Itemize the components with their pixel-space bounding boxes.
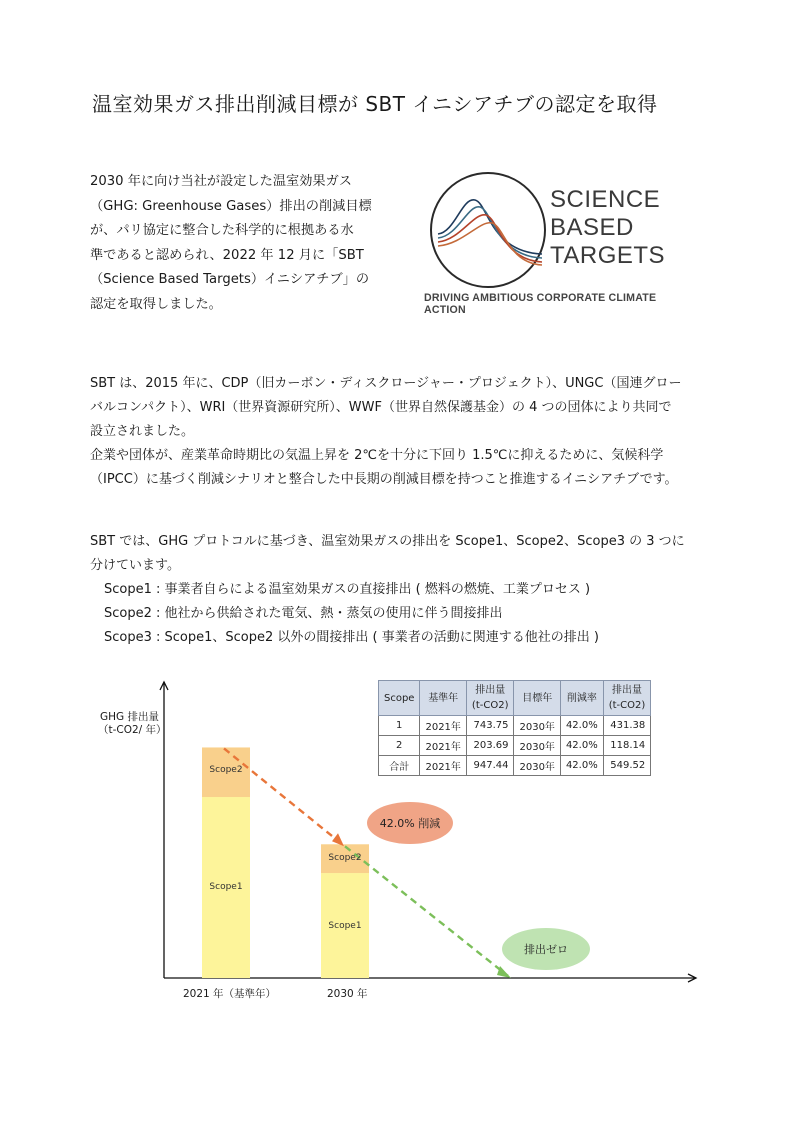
header-target-emissions bbox=[603, 681, 651, 716]
paragraph-line: （IPCC）に基づく削減シナリオと整合した中長期の削減目標を持つこと推進するイニシアチブです。 bbox=[90, 472, 678, 487]
cell-reduction-rate: 42.0% bbox=[560, 716, 603, 736]
header-text: 基準年 bbox=[428, 692, 459, 704]
header-scope bbox=[379, 681, 420, 716]
intro-line: （GHG: Greenhouse Gases）排出の削減目標 bbox=[90, 198, 372, 214]
header-text: 排出量 bbox=[612, 685, 642, 696]
paragraph-line: 企業や団体が、産業革命時期比の気温上昇を 2℃を十分に下回り 1.5℃に抑えるために、気候科学 bbox=[90, 448, 664, 463]
cell-base-year: 2021年 bbox=[420, 756, 466, 776]
cell-target-year: 2030年 bbox=[514, 756, 560, 776]
header-text: 排出量 bbox=[475, 685, 506, 696]
bar-2030-scope1-label: Scope1 bbox=[328, 921, 362, 931]
paragraph-line: SBT は、2015 年に、CDP（旧カーボン・ディスクロージャー・プロジェクト）、UNGC（国連グロー bbox=[90, 376, 682, 391]
table-row bbox=[379, 736, 651, 756]
scope2-definition: Scope2 : 他社から供給された電気、熱・蒸気の使用に伴う間接排出 bbox=[104, 606, 503, 621]
cell-base-year: 2021年 bbox=[420, 716, 466, 736]
y-axis-label-1: GHG 排出量 bbox=[100, 711, 160, 723]
header-text: 削減率 bbox=[566, 692, 597, 704]
table-row bbox=[379, 716, 651, 736]
paragraph-line: 設立されました。 bbox=[90, 424, 195, 439]
cell-scope: 1 bbox=[379, 716, 420, 736]
scope3-definition: Scope3 : Scope1、Scope2 以外の間接排出 ( 事業者の活動に関連する他社の排出 ) bbox=[104, 630, 599, 645]
header-text: Scope bbox=[384, 692, 415, 704]
header-target-year bbox=[514, 681, 560, 716]
emissions-table bbox=[378, 680, 651, 776]
bar-2030-scope2-label: Scope2 bbox=[328, 853, 362, 863]
cell-target-year: 2030年 bbox=[514, 736, 560, 756]
cell-target-emissions: 431.38 bbox=[603, 716, 651, 736]
cell-target-emissions: 549.52 bbox=[603, 756, 651, 776]
intro-line: 準であると認められ、2022 年 12 月に「SBT bbox=[90, 247, 364, 263]
paragraph-line: SBT では、GHG プロトコルに基づき、温室効果ガスの排出を Scope1、Scope2、Scope3 の 3 つに bbox=[90, 534, 685, 549]
page-title: 温室効果ガス排出削減目標が SBT イニシアチブの認定を取得 bbox=[92, 92, 658, 116]
zero-emissions-bubble: 排出ゼロ bbox=[502, 928, 590, 970]
reduction-bubble: 42.0% 削減 bbox=[367, 802, 453, 844]
scope1-definition: Scope1 : 事業者自らによる温室効果ガスの直接排出 ( 燃料の燃焼、工業プロセス ) bbox=[104, 582, 591, 597]
cell-target-year: 2030年 bbox=[514, 716, 560, 736]
logo-tagline: DRIVING AMBITIOUS CORPORATE CLIMATE ACTION bbox=[424, 292, 657, 316]
zero-trend-line bbox=[345, 846, 508, 976]
paragraph-line: 分けています。 bbox=[90, 558, 180, 573]
bar-2021-scope1-label: Scope1 bbox=[209, 882, 243, 892]
cell-base-emissions: 947.44 bbox=[466, 756, 514, 776]
header-unit: (t-CO2) bbox=[608, 700, 646, 711]
cell-reduction-rate: 42.0% bbox=[560, 756, 603, 776]
intro-line: 認定を取得しました。 bbox=[90, 296, 222, 312]
paragraph-line: バルコンパクト）、WRI（世界資源研究所）、WWF（世界自然保護基金）の 4 つの団体により共同で bbox=[90, 400, 672, 415]
cell-scope: 2 bbox=[379, 736, 420, 756]
logo-word-science: SCIENCE bbox=[550, 186, 661, 213]
logo-word-targets: TARGETS bbox=[550, 242, 666, 269]
x-tick-2021: 2021 年（基準年） bbox=[183, 988, 277, 1000]
header-reduction-rate bbox=[560, 681, 603, 716]
header-text: 目標年 bbox=[522, 692, 553, 704]
cell-target-emissions: 118.14 bbox=[603, 736, 651, 756]
intro-line: （Science Based Targets）イニシアチブ」の bbox=[90, 272, 370, 287]
table-row bbox=[379, 756, 651, 776]
logo-word-based: BASED bbox=[550, 214, 634, 241]
cell-base-emissions: 203.69 bbox=[466, 736, 514, 756]
intro-line: が、パリ協定に整合した科学的に根拠ある水 bbox=[90, 223, 354, 238]
cell-base-year: 2021年 bbox=[420, 736, 466, 756]
x-tick-2030: 2030 年 bbox=[327, 988, 368, 1000]
cell-reduction-rate: 42.0% bbox=[560, 736, 603, 756]
header-base-emissions bbox=[466, 681, 514, 716]
header-base-year bbox=[420, 681, 466, 716]
intro-line: 2030 年に向け当社が設定した温室効果ガス bbox=[90, 174, 352, 189]
table-header-row bbox=[379, 681, 651, 716]
bar-2021-scope2-label: Scope2 bbox=[209, 765, 243, 775]
cell-scope: 合計 bbox=[379, 756, 420, 776]
header-unit: (t-CO2) bbox=[471, 700, 509, 711]
y-axis-label-2: （t-CO2/ 年） bbox=[98, 724, 167, 736]
cell-base-emissions: 743.75 bbox=[466, 716, 514, 736]
